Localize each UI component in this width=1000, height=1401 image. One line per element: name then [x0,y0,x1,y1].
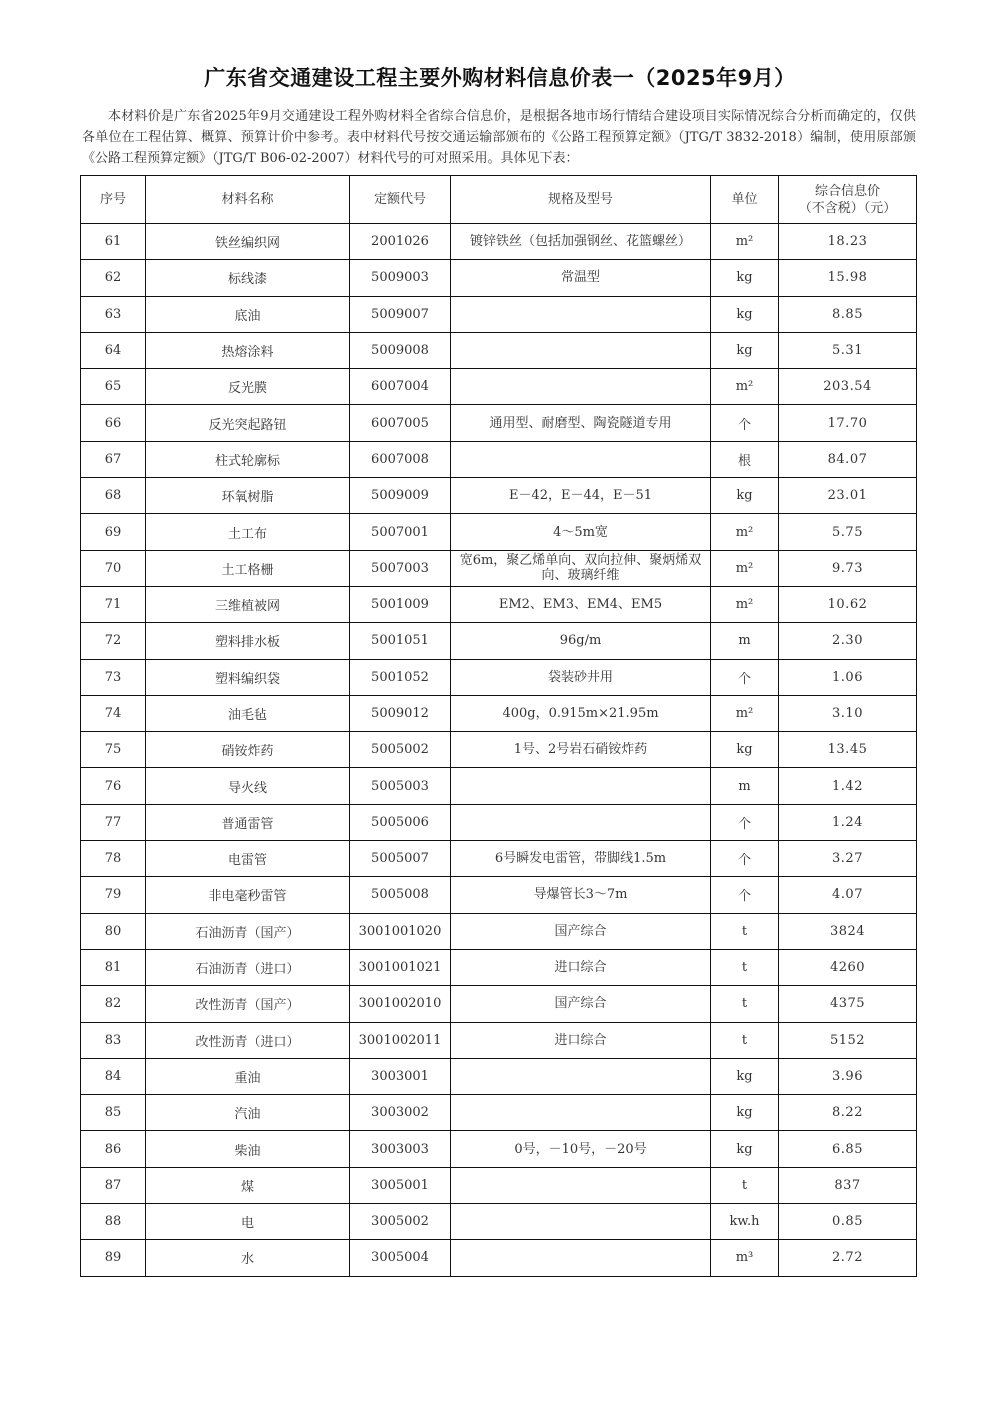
cell-quota-code: 6007004 [350,369,451,405]
cell-spec [451,441,711,477]
cell-unit: m² [711,224,779,260]
table-row [81,877,917,913]
cell-unit: m² [711,550,779,586]
cell-unit: kg [711,1131,779,1167]
table-row [81,1022,917,1058]
cell-spec [451,369,711,405]
cell-price: 17.70 [779,405,917,441]
cell-seq: 72 [81,623,146,659]
cell-spec [451,296,711,332]
cell-spec [451,332,711,368]
page-title: 广东省交通建设工程主要外购材料信息价表一（2025年9月） [204,66,796,90]
cell-unit: m³ [711,1240,779,1276]
cell-material-name: 汽油 [146,1095,350,1131]
cell-unit: 个 [711,405,779,441]
intro-paragraph: 本材料价是广东省2025年9月交通建设工程外购材料全省综合信息价，是根据各地市场行情结合建设项目实际情况综合分析而确定的，仅供各单位在工程估算、概算、预算计价中参考。表中材料代号按交通运输部颁布的《公路工程预算定额》（JTG/T 3832-2018）编制，使用原部颁《公路工程预算定额》（JTG/T B06-02-2007）材料代号的可对照采用。具体见下表： [82,109,916,166]
cell-material-name: 塑料编织袋 [146,659,350,695]
cell-spec: 400g，0.915m×21.95m [451,695,711,731]
cell-seq: 78 [81,841,146,877]
price-table [80,175,917,1277]
cell-material-name: 三维植被网 [146,586,350,622]
cell-price: 0.85 [779,1204,917,1240]
cell-quota-code: 3001001020 [350,913,451,949]
cell-price: 4260 [779,949,917,985]
cell-price: 837 [779,1167,917,1203]
cell-material-name: 油毛毡 [146,695,350,731]
cell-spec [451,1240,711,1276]
header-code: 定额代号 [350,176,451,224]
cell-spec [451,804,711,840]
cell-material-name: 热熔涂料 [146,332,350,368]
cell-seq: 85 [81,1095,146,1131]
table-row [81,260,917,296]
cell-unit: kg [711,332,779,368]
cell-unit: kg [711,1095,779,1131]
cell-price: 5.31 [779,332,917,368]
cell-material-name: 环氧树脂 [146,478,350,514]
cell-quota-code: 5001051 [350,623,451,659]
cell-unit: 个 [711,659,779,695]
table-body [81,224,917,1277]
cell-quota-code: 3001002011 [350,1022,451,1058]
cell-quota-code: 5001009 [350,586,451,622]
cell-seq: 63 [81,296,146,332]
table-row [81,514,917,550]
cell-seq: 79 [81,877,146,913]
cell-spec: E－42，E－44，E－51 [451,478,711,514]
cell-material-name: 硝铵炸药 [146,732,350,768]
cell-seq: 77 [81,804,146,840]
header-price [779,176,917,224]
table-row [81,986,917,1022]
header-seq: 序号 [81,176,146,224]
header-price-line1: 综合信息价 [814,183,880,199]
cell-seq: 88 [81,1204,146,1240]
cell-quota-code: 5005006 [350,804,451,840]
table-row [81,695,917,731]
cell-seq: 89 [81,1240,146,1276]
cell-price: 84.07 [779,441,917,477]
cell-spec: EM2、EM3、EM4、EM5 [451,586,711,622]
cell-price: 13.45 [779,732,917,768]
cell-spec: 宽6m，聚乙烯单向、双向拉伸、聚炳烯双向、玻璃纤维 [451,550,711,586]
cell-seq: 74 [81,695,146,731]
cell-price: 18.23 [779,224,917,260]
table-row [81,1240,917,1276]
cell-quota-code: 3003001 [350,1058,451,1094]
cell-seq: 68 [81,478,146,514]
cell-unit: t [711,1022,779,1058]
cell-price: 8.22 [779,1095,917,1131]
cell-seq: 81 [81,949,146,985]
cell-price: 3824 [779,913,917,949]
cell-unit: m² [711,514,779,550]
cell-quota-code: 5009009 [350,478,451,514]
cell-seq: 75 [81,732,146,768]
table-row [81,369,917,405]
cell-quota-code: 5009003 [350,260,451,296]
cell-price: 203.54 [779,369,917,405]
cell-spec [451,1167,711,1203]
cell-material-name: 土工布 [146,514,350,550]
cell-spec [451,768,711,804]
table-row [81,1095,917,1131]
cell-unit: t [711,1167,779,1203]
cell-material-name: 水 [146,1240,350,1276]
cell-material-name: 塑料排水板 [146,623,350,659]
cell-price: 5152 [779,1022,917,1058]
cell-seq: 80 [81,913,146,949]
cell-spec: 进口综合 [451,949,711,985]
table-row [81,550,917,586]
cell-quota-code: 5007001 [350,514,451,550]
table-header-row [81,176,917,224]
cell-price: 1.06 [779,659,917,695]
table-row [81,1204,917,1240]
cell-quota-code: 3005001 [350,1167,451,1203]
cell-unit: kg [711,296,779,332]
cell-unit: kg [711,1058,779,1094]
cell-spec: 镀锌铁丝（包括加强钢丝、花篮螺丝） [451,224,711,260]
cell-quota-code: 3001001021 [350,949,451,985]
table-row [81,1058,917,1094]
cell-price: 5.75 [779,514,917,550]
cell-material-name: 柱式轮廓标 [146,441,350,477]
cell-seq: 73 [81,659,146,695]
cell-price: 3.10 [779,695,917,731]
table-row [81,586,917,622]
cell-price: 4.07 [779,877,917,913]
cell-unit: m² [711,586,779,622]
table-row [81,332,917,368]
cell-spec: 导爆管长3～7m [451,877,711,913]
cell-unit: kg [711,732,779,768]
cell-seq: 61 [81,224,146,260]
cell-material-name: 电雷管 [146,841,350,877]
cell-price: 23.01 [779,478,917,514]
cell-spec: 进口综合 [451,1022,711,1058]
cell-unit: kg [711,260,779,296]
cell-quota-code: 5009012 [350,695,451,731]
cell-unit: m [711,623,779,659]
cell-price: 3.96 [779,1058,917,1094]
cell-spec: 国产综合 [451,913,711,949]
header-name: 材料名称 [146,176,350,224]
table-row [81,405,917,441]
cell-quota-code: 3003002 [350,1095,451,1131]
table-row [81,296,917,332]
cell-price: 15.98 [779,260,917,296]
cell-spec: 0号，－10号，－20号 [451,1131,711,1167]
cell-spec: 通用型、耐磨型、陶瓷隧道专用 [451,405,711,441]
cell-unit: m² [711,369,779,405]
cell-spec [451,1058,711,1094]
cell-price: 10.62 [779,586,917,622]
cell-price: 1.24 [779,804,917,840]
cell-spec: 袋装砂井用 [451,659,711,695]
cell-seq: 70 [81,550,146,586]
cell-price: 1.42 [779,768,917,804]
cell-material-name: 非电毫秒雷管 [146,877,350,913]
cell-seq: 76 [81,768,146,804]
cell-quota-code: 5005003 [350,768,451,804]
cell-spec: 96g/m [451,623,711,659]
table-row [81,841,917,877]
cell-material-name: 改性沥青（国产） [146,986,350,1022]
cell-seq: 87 [81,1167,146,1203]
cell-quota-code: 6007005 [350,405,451,441]
table-row [81,913,917,949]
cell-quota-code: 3001002010 [350,986,451,1022]
cell-seq: 71 [81,586,146,622]
cell-material-name: 普通雷管 [146,804,350,840]
table-row [81,1131,917,1167]
cell-seq: 69 [81,514,146,550]
cell-seq: 66 [81,405,146,441]
cell-material-name: 反光突起路钮 [146,405,350,441]
cell-quota-code: 5007003 [350,550,451,586]
cell-material-name: 标线漆 [146,260,350,296]
cell-quota-code: 5005007 [350,841,451,877]
table-row [81,478,917,514]
cell-quota-code: 5005008 [350,877,451,913]
table-row [81,768,917,804]
cell-price: 4375 [779,986,917,1022]
cell-quota-code: 6007008 [350,441,451,477]
cell-material-name: 反光膜 [146,369,350,405]
cell-quota-code: 5009008 [350,332,451,368]
cell-seq: 86 [81,1131,146,1167]
cell-unit: 个 [711,841,779,877]
cell-material-name: 重油 [146,1058,350,1094]
cell-seq: 64 [81,332,146,368]
cell-spec [451,1095,711,1131]
cell-quota-code: 3005004 [350,1240,451,1276]
cell-quota-code: 5001052 [350,659,451,695]
cell-spec: 4～5m宽 [451,514,711,550]
cell-unit: m² [711,695,779,731]
cell-spec: 国产综合 [451,986,711,1022]
cell-material-name: 石油沥青（进口） [146,949,350,985]
cell-unit: 根 [711,441,779,477]
cell-unit: t [711,949,779,985]
cell-unit: m [711,768,779,804]
table-row [81,949,917,985]
cell-unit: 个 [711,804,779,840]
cell-spec: 1号、2号岩石硝铵炸药 [451,732,711,768]
cell-unit: kw.h [711,1204,779,1240]
cell-material-name: 改性沥青（进口） [146,1022,350,1058]
cell-material-name: 铁丝编织网 [146,224,350,260]
cell-material-name: 柴油 [146,1131,350,1167]
cell-spec: 常温型 [451,260,711,296]
cell-price: 6.85 [779,1131,917,1167]
table-row [81,1167,917,1203]
cell-material-name: 电 [146,1204,350,1240]
table-row [81,732,917,768]
cell-quota-code: 3003003 [350,1131,451,1167]
cell-unit: 个 [711,877,779,913]
cell-price: 9.73 [779,550,917,586]
cell-seq: 82 [81,986,146,1022]
table-row [81,623,917,659]
cell-spec [451,1204,711,1240]
cell-price: 3.27 [779,841,917,877]
table-row [81,659,917,695]
table-row [81,441,917,477]
cell-material-name: 土工格栅 [146,550,350,586]
cell-quota-code: 2001026 [350,224,451,260]
cell-quota-code: 5005002 [350,732,451,768]
cell-seq: 62 [81,260,146,296]
cell-material-name: 石油沥青（国产） [146,913,350,949]
cell-material-name: 煤 [146,1167,350,1203]
cell-seq: 83 [81,1022,146,1058]
cell-material-name: 导火线 [146,768,350,804]
header-price-line2: （不含税）（元） [798,200,897,216]
cell-spec: 6号瞬发电雷管，带脚线1.5m [451,841,711,877]
cell-price: 2.30 [779,623,917,659]
table-row [81,804,917,840]
cell-seq: 65 [81,369,146,405]
cell-unit: t [711,986,779,1022]
cell-material-name: 底油 [146,296,350,332]
table-row [81,224,917,260]
cell-unit: t [711,913,779,949]
cell-price: 8.85 [779,296,917,332]
cell-seq: 84 [81,1058,146,1094]
header-unit: 单位 [711,176,779,224]
cell-quota-code: 3005002 [350,1204,451,1240]
header-spec: 规格及型号 [451,176,711,224]
cell-quota-code: 5009007 [350,296,451,332]
cell-seq: 67 [81,441,146,477]
cell-unit: kg [711,478,779,514]
cell-price: 2.72 [779,1240,917,1276]
